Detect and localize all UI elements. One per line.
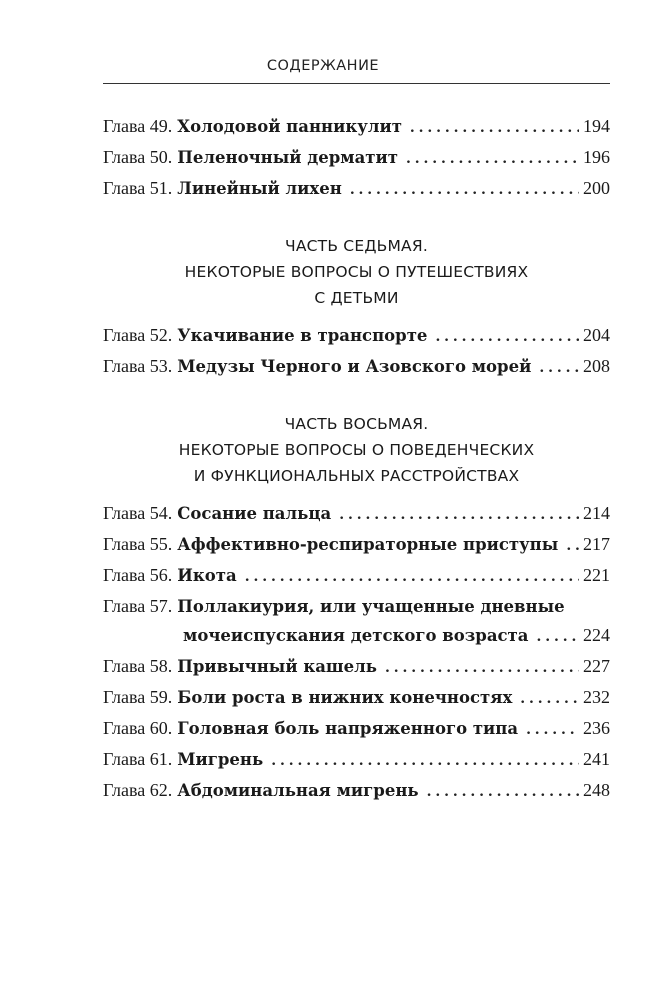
page-number: 194 bbox=[583, 116, 610, 136]
toc-entry[interactable] bbox=[103, 714, 610, 745]
page-number: 248 bbox=[583, 780, 610, 800]
chapter-label: Глава 53. bbox=[103, 356, 173, 376]
dot-leader bbox=[427, 778, 579, 807]
toc-entry[interactable] bbox=[103, 174, 610, 205]
dot-leader bbox=[520, 685, 579, 714]
part-heading-line: ЧАСТЬ ВОСЬМАЯ. bbox=[284, 415, 429, 433]
chapter-label: Глава 56. bbox=[103, 565, 173, 585]
toc-entry[interactable] bbox=[103, 143, 610, 174]
chapter-title: Икота bbox=[177, 566, 237, 585]
chapter-title: Пеленочный дерматит bbox=[177, 148, 398, 167]
chapter-label: Глава 49. bbox=[103, 116, 173, 136]
dot-leader bbox=[271, 747, 579, 776]
toc-entry[interactable] bbox=[103, 352, 610, 383]
chapter-label: Глава 61. bbox=[103, 749, 173, 769]
page-number: 221 bbox=[583, 565, 610, 585]
page-number: 236 bbox=[583, 718, 610, 738]
dot-leader bbox=[526, 716, 579, 745]
part-heading-line: С ДЕТЬМИ bbox=[314, 289, 399, 307]
chapter-label: Глава 54. bbox=[103, 503, 173, 523]
chapter-title: Сосание пальца bbox=[177, 504, 332, 523]
toc-entry[interactable] bbox=[103, 592, 610, 652]
chapter-title: Укачивание в транспорте bbox=[177, 326, 428, 345]
dot-leader bbox=[539, 354, 579, 383]
toc-entry[interactable] bbox=[103, 321, 610, 352]
chapter-title: Привычный кашель bbox=[177, 657, 377, 676]
chapter-title: Боли роста в нижних конечностях bbox=[177, 688, 513, 707]
chapter-label: Глава 57. bbox=[103, 596, 173, 616]
toc-entry[interactable] bbox=[103, 561, 610, 592]
chapter-title: Аффективно-респираторные приступы bbox=[177, 535, 559, 554]
chapter-label: Глава 51. bbox=[103, 178, 173, 198]
toc-entry[interactable] bbox=[103, 530, 610, 561]
dot-leader bbox=[406, 145, 579, 174]
chapter-label: Глава 50. bbox=[103, 147, 173, 167]
chapter-title: Поллакиурия, или учащенные дневные bbox=[177, 597, 565, 616]
toc-entry[interactable] bbox=[103, 683, 610, 714]
chapter-title: Абдоминальная мигрень bbox=[177, 781, 419, 800]
part-heading-line: НЕКОТОРЫЕ ВОПРОСЫ О ПОВЕДЕНЧЕСКИХ bbox=[178, 441, 535, 459]
page-number: 208 bbox=[583, 356, 610, 376]
dot-leader bbox=[536, 623, 579, 652]
part-heading-line: И ФУНКЦИОНАЛЬНЫХ РАССТРОЙСТВАХ bbox=[193, 467, 520, 485]
chapter-title: Линейный лихен bbox=[177, 179, 342, 198]
dot-leader bbox=[410, 114, 579, 143]
toc-entry[interactable] bbox=[103, 652, 610, 683]
chapter-title-continuation: мочеиспускания детского возраста bbox=[183, 626, 529, 645]
chapter-title: Холодовой панникулит bbox=[177, 117, 402, 136]
chapter-label: Глава 52. bbox=[103, 325, 173, 345]
page-number: 241 bbox=[583, 749, 610, 769]
page-number: 232 bbox=[583, 687, 610, 707]
dot-leader bbox=[350, 176, 579, 205]
header-rule bbox=[103, 83, 610, 84]
dot-leader bbox=[339, 501, 579, 530]
part-heading bbox=[103, 411, 610, 489]
running-head: СОДЕРЖАНИЕ bbox=[266, 58, 380, 74]
toc-entry[interactable] bbox=[103, 112, 610, 143]
table-of-contents bbox=[103, 112, 610, 807]
page-number: 200 bbox=[583, 178, 610, 198]
page-number: 196 bbox=[583, 147, 610, 167]
chapter-label: Глава 58. bbox=[103, 656, 173, 676]
page-number: 224 bbox=[583, 625, 610, 645]
chapter-title: Медузы Черного и Азовского морей bbox=[177, 357, 532, 376]
chapter-label: Глава 55. bbox=[103, 534, 173, 554]
toc-entry[interactable] bbox=[103, 745, 610, 776]
page-number: 204 bbox=[583, 325, 610, 345]
part-heading-line: ЧАСТЬ СЕДЬМАЯ. bbox=[285, 237, 428, 255]
dot-leader bbox=[385, 654, 579, 683]
toc-entry[interactable] bbox=[103, 499, 610, 530]
page-number: 214 bbox=[583, 503, 610, 523]
page-number: 217 bbox=[583, 534, 610, 554]
page-number: 227 bbox=[583, 656, 610, 676]
chapter-title: Головная боль напряженного типа bbox=[177, 719, 519, 738]
dot-leader bbox=[245, 563, 579, 592]
chapter-label: Глава 60. bbox=[103, 718, 173, 738]
chapter-label: Глава 62. bbox=[103, 780, 173, 800]
part-heading-line: НЕКОТОРЫЕ ВОПРОСЫ О ПУТЕШЕСТВИЯХ bbox=[184, 263, 529, 281]
part-heading bbox=[103, 233, 610, 311]
chapter-label: Глава 59. bbox=[103, 687, 173, 707]
toc-entry[interactable] bbox=[103, 776, 610, 807]
dot-leader bbox=[566, 532, 579, 561]
chapter-title: Мигрень bbox=[177, 750, 264, 769]
dot-leader bbox=[435, 323, 579, 352]
